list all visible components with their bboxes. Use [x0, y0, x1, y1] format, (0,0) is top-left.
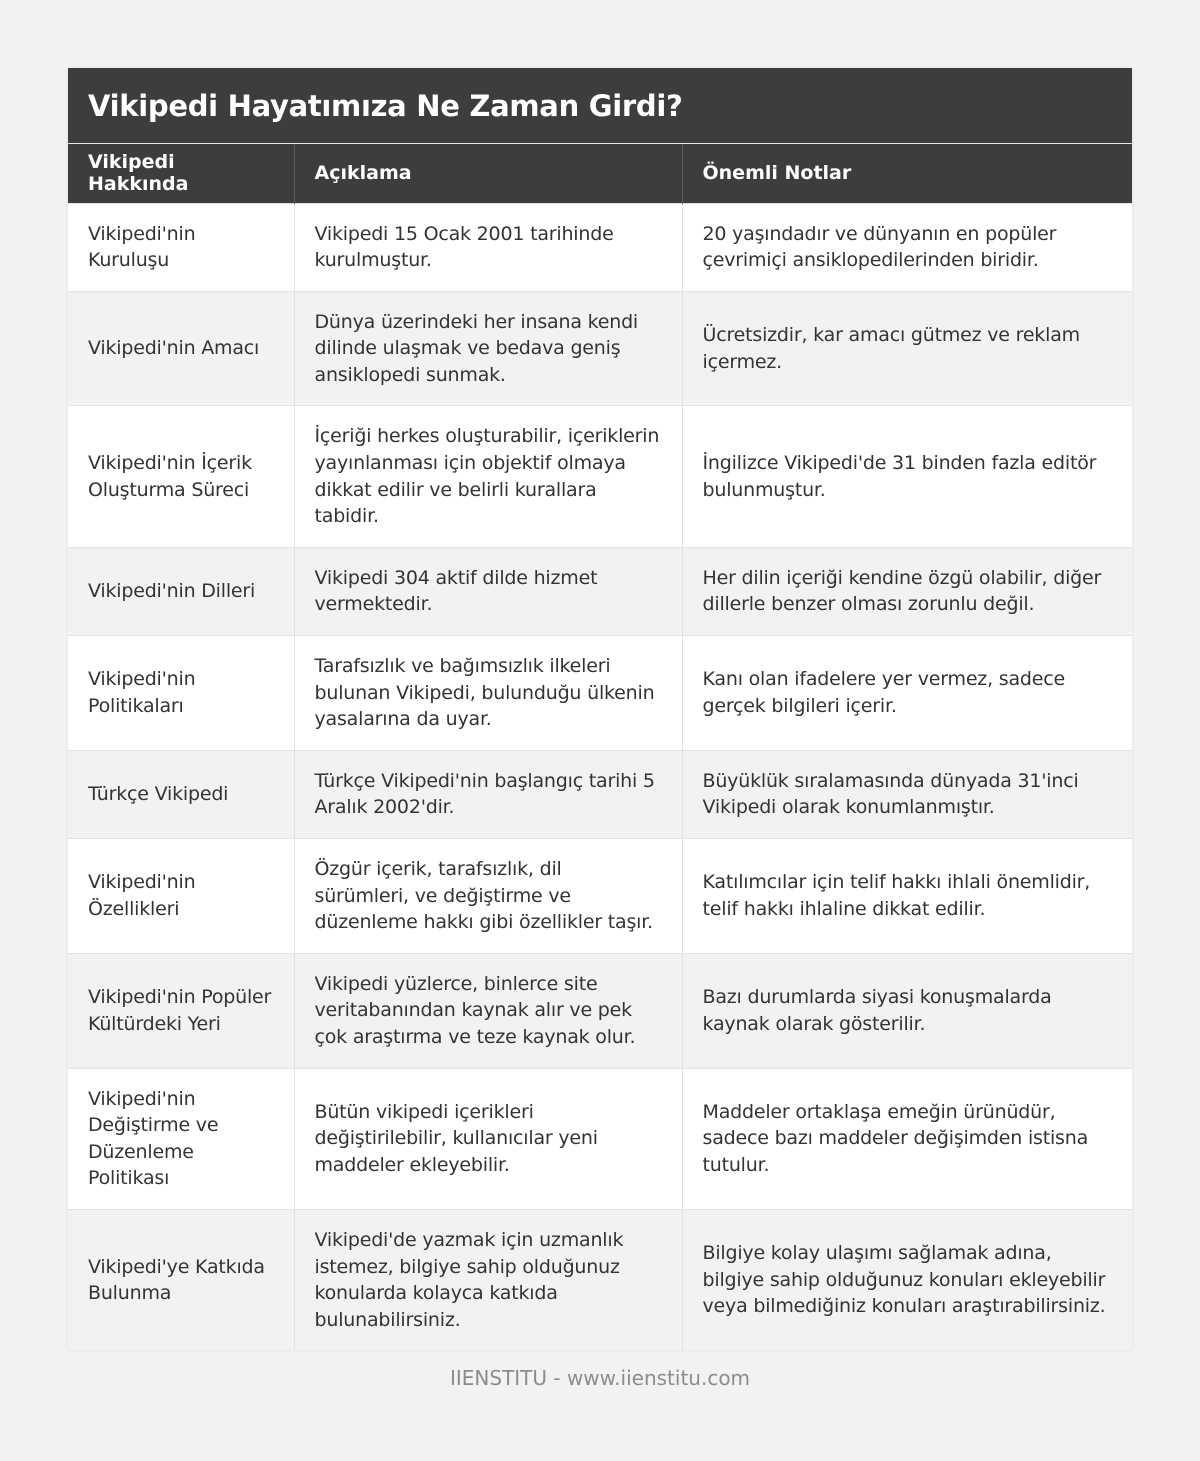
cell-topic: Vikipedi'nin Özellikleri — [68, 839, 294, 954]
header-row — [68, 144, 1132, 203]
table-row — [68, 291, 1132, 406]
info-table — [68, 144, 1132, 1350]
cell-description: Dünya üzerindeki her insana kendi dilinde ulaşmak ve bedava geniş ansiklopedi sunmak. — [294, 291, 682, 406]
table-row — [68, 203, 1132, 291]
cell-topic: Vikipedi'nin Dilleri — [68, 547, 294, 635]
table-body — [68, 203, 1132, 1350]
cell-topic: Vikipedi'nin Popüler Kültürdeki Yeri — [68, 953, 294, 1068]
cell-description: Türkçe Vikipedi'nin başlangıç tarihi 5 Aralık 2002'dir. — [294, 750, 682, 838]
cell-topic: Vikipedi'nin İçerik Oluşturma Süreci — [68, 406, 294, 547]
table-row — [68, 750, 1132, 838]
cell-notes: Her dilin içeriği kendine özgü olabilir, diğer dillerle benzer olması zorunlu değil. — [682, 547, 1132, 635]
cell-topic: Vikipedi'nin Değiştirme ve Düzenleme Politikası — [68, 1068, 294, 1209]
cell-notes: Maddeler ortaklaşa emeğin ürünüdür, sadece bazı maddeler değişimden istisna tutulur. — [682, 1068, 1132, 1209]
cell-description: Vikipedi'de yazmak için uzmanlık istemez, bilgiye sahip olduğunuz konularda kolayca katkıda bulunabilirsiniz. — [294, 1209, 682, 1350]
table-row — [68, 953, 1132, 1068]
page-title: Vikipedi Hayatımıza Ne Zaman Girdi? — [88, 88, 683, 123]
table-row — [68, 1209, 1132, 1350]
cell-notes: Kanı olan ifadelere yer vermez, sadece gerçek bilgileri içerir. — [682, 636, 1132, 751]
cell-notes: 20 yaşındadır ve dünyanın en popüler çevrimiçi ansiklopedilerinden biridir. — [682, 203, 1132, 291]
cell-notes: Bazı durumlarda siyasi konuşmalarda kaynak olarak gösterilir. — [682, 953, 1132, 1068]
cell-description: Vikipedi 304 aktif dilde hizmet vermektedir. — [294, 547, 682, 635]
column-header-notes: Önemli Notlar — [682, 144, 1132, 203]
table-row — [68, 636, 1132, 751]
cell-notes: Bilgiye kolay ulaşımı sağlamak adına, bilgiye sahip olduğunuz konuları ekleyebilir veya bilmediğiniz konuları araştırabilirsiniz. — [682, 1209, 1132, 1350]
cell-description: Tarafsızlık ve bağımsızlık ilkeleri bulunan Vikipedi, bulunduğu ülkenin yasalarına da uyar. — [294, 636, 682, 751]
cell-topic: Türkçe Vikipedi — [68, 750, 294, 838]
cell-description: Vikipedi 15 Ocak 2001 tarihinde kurulmuştur. — [294, 203, 682, 291]
column-header-topic: Vikipedi Hakkında — [68, 144, 294, 203]
cell-notes: İngilizce Vikipedi'de 31 binden fazla editör bulunmuştur. — [682, 406, 1132, 547]
cell-notes: Ücretsizdir, kar amacı gütmez ve reklam içermez. — [682, 291, 1132, 406]
cell-notes: Katılımcılar için telif hakkı ihlali önemlidir, telif hakkı ihlaline dikkat edilir. — [682, 839, 1132, 954]
cell-description: Vikipedi yüzlerce, binlerce site veritabanından kaynak alır ve pek çok araştırma ve teze kaynak olur. — [294, 953, 682, 1068]
footer-credit: IIENSTITU - www.iienstitu.com — [449, 1366, 751, 1390]
table-card — [68, 68, 1132, 1350]
cell-topic: Vikipedi'nin Kuruluşu — [68, 203, 294, 291]
table-row — [68, 839, 1132, 954]
cell-description: Bütün vikipedi içerikleri değiştirilebilir, kullanıcılar yeni maddeler ekleyebilir. — [294, 1068, 682, 1209]
cell-description: Özgür içerik, tarafsızlık, dil sürümleri, ve değiştirme ve düzenleme hakkı gibi özellikler taşır. — [294, 839, 682, 954]
cell-topic: Vikipedi'nin Politikaları — [68, 636, 294, 751]
cell-description: İçeriği herkes oluşturabilir, içeriklerin yayınlanması için objektif olmaya dikkat edilir ve belirli kurallara tabidir. — [294, 406, 682, 547]
column-header-description: Açıklama — [294, 144, 682, 203]
cell-topic: Vikipedi'nin Amacı — [68, 291, 294, 406]
title-bar — [68, 68, 1132, 144]
cell-notes: Büyüklük sıralamasında dünyada 31'inci Vikipedi olarak konumlanmıştır. — [682, 750, 1132, 838]
table-header — [68, 144, 1132, 203]
table-row — [68, 547, 1132, 635]
table-row — [68, 1068, 1132, 1209]
table-row — [68, 406, 1132, 547]
cell-topic: Vikipedi'ye Katkıda Bulunma — [68, 1209, 294, 1350]
